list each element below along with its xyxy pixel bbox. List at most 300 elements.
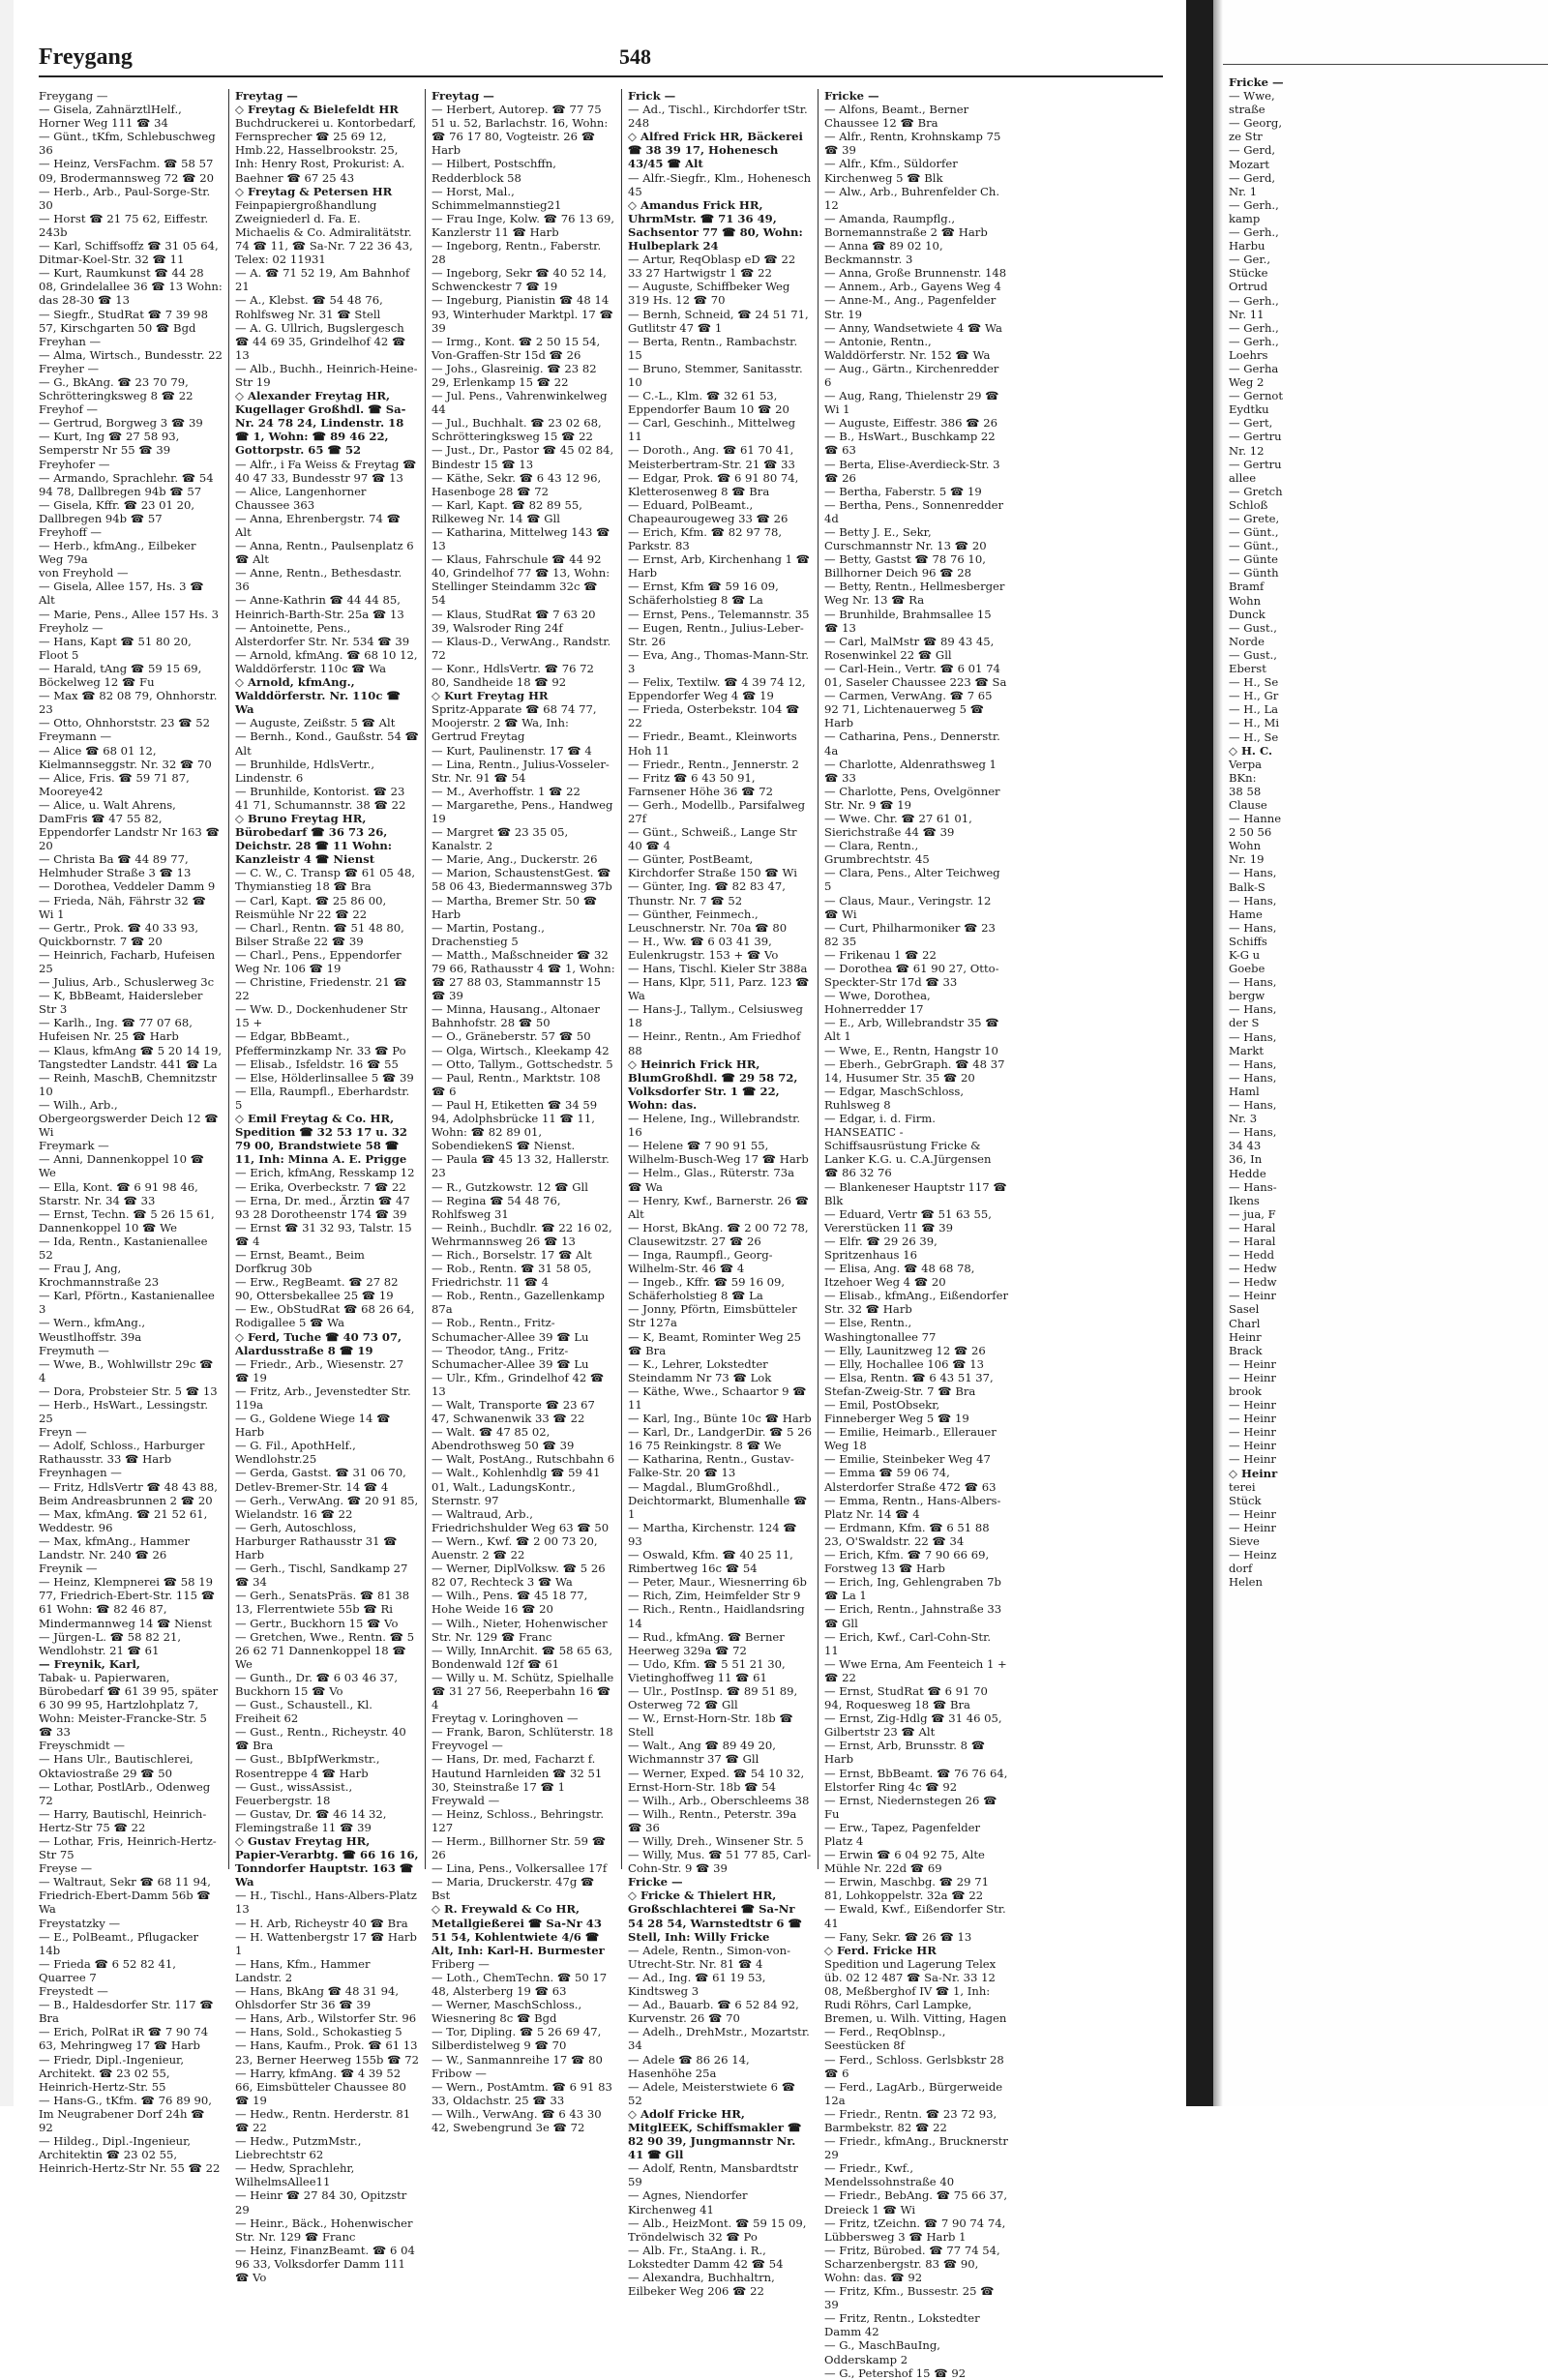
directory-entry: — Gust., [1229, 620, 1277, 635]
directory-entry: — Anne-M., Ang., Pagenfelder Str. 19 [824, 293, 997, 321]
directory-entry: — Frau Inge, Kolw. ☎ 76 13 69, Kanzlerstr 11 ☎ Harb [432, 211, 615, 239]
directory-entry: — Lothar, Fris, Heinrich-Hertz-Str 75 [39, 1834, 217, 1862]
directory-entry: — E., Arb, Willebrandstr 35 ☎ Alt 1 [824, 1016, 999, 1044]
directory-entry: — Erich, Kfm. ☎ 82 97 78, Parkstr. 83 [628, 525, 783, 553]
directory-entry: — Charl., Rentn. ☎ 51 48 80, Bilser Straße 22 ☎ 39 [235, 920, 404, 948]
directory-entry: — Martin, Postang., Drachenstieg 5 [432, 920, 545, 948]
directory-entry: — Gerda, Gastst. ☎ 31 06 70, Detlev-Bremer-Str. 14 ☎ 4 [235, 1466, 406, 1494]
directory-entry: — Fritz ☎ 6 43 50 91, Farnsener Höhe 36 ☎ 72 [628, 770, 773, 798]
directory-entry: — Günt., Schweiß., Lange Str 40 ☎ 4 [628, 825, 797, 853]
directory-entry: — Gerha [1229, 361, 1279, 375]
directory-entry: — Fritz, Kfm., Bussestr. 25 ☎ 39 [824, 2284, 995, 2312]
directory-entry: — Helm., Glas., Rüterstr. 73a ☎ Wa [628, 1166, 795, 1194]
directory-entry: ◇ Amandus Frick HR, UhrmMstr. ☎ 71 36 49, Sachsentor 77 ☎ 80, Wohn: Hulbeplark 24 [628, 197, 803, 253]
directory-entry: von Freyhold — [39, 566, 129, 580]
directory-entry: — H., Ww. ☎ 6 03 41 39, Eulenkrugstr. 153 + ☎ Vo [628, 934, 779, 962]
directory-entry: — Reinh., Buchdlr. ☎ 22 16 02, Wehrmannsweg 26 ☎ 13 [432, 1220, 612, 1248]
directory-entry: Stücke [1229, 266, 1268, 281]
directory-entry: — Elfr. ☎ 29 26 39, Spritzenhaus 16 [824, 1234, 938, 1262]
directory-entry: — Ernst, Niedernstegen 26 ☎ Fu [824, 1793, 997, 1821]
directory-entry: — Ulr., PostInsp. ☎ 89 51 89, Osterweg 72 ☎ Gll [628, 1683, 798, 1712]
directory-entry: — Willy u. M. Schütz, Spielhalle ☎ 31 27 56, Reeperbahn 16 ☎ 4 [432, 1670, 614, 1712]
directory-entry: — Gerh, Autoschloss, Harburger Rathausstr 31 ☎ Harb [235, 1520, 398, 1562]
directory-entry: — Heinr [1229, 1370, 1276, 1384]
directory-entry: — Friedr., Arb., Wiesenstr. 27 ☎ 19 [235, 1356, 404, 1384]
directory-entry: Friberg — [432, 1956, 490, 1971]
directory-entry: — Rob., Rentn. ☎ 31 58 05, Friedrichstr. 11 ☎ 4 [432, 1262, 592, 1290]
directory-entry: ◇ Ferd. Fricke HR [824, 1943, 937, 1957]
directory-entry: — Gertru [1229, 430, 1282, 444]
directory-entry: straße [1229, 103, 1265, 117]
directory-entry: — Aug, Rang, Thielenstr 29 ☎ Wi 1 [824, 389, 999, 417]
directory-entry: — Annem., Arb., Gayens Weg 4 [824, 280, 1001, 294]
directory-entry: 34 43 [1229, 1139, 1262, 1153]
directory-entry: Sieve [1229, 1534, 1260, 1549]
directory-entry: Mozart [1229, 157, 1270, 171]
directory-entry: — Ww. D., Dockenhudener Str 15 + [235, 1002, 408, 1030]
directory-entry: — Julius, Arb., Schuslerweg 3c [39, 975, 215, 990]
directory-entry: — Harry, kfmAng. ☎ 4 39 52 66, Eimsbütteler Chaussee 80 ☎ 19 [235, 2066, 406, 2107]
directory-entry: Schiffs [1229, 934, 1267, 948]
directory-entry: — Wern., kfmAng., Weustlhoffstr. 39a [39, 1316, 146, 1344]
directory-entry: Hame [1229, 907, 1263, 921]
directory-entry: — Fritz, Arb., Jevenstedter Str. 119a [235, 1383, 411, 1412]
directory-entry: — Else, Hölderlinsallee 5 ☎ 39 [235, 1070, 414, 1085]
directory-entry: — Erna, Dr. med., Ärztin ☎ 47 93 28 Dorotheenstr 174 ☎ 39 [235, 1193, 410, 1221]
directory-entry: — Curt, Philharmoniker ☎ 23 82 35 [824, 920, 996, 948]
column-3 [432, 89, 615, 2134]
running-head: Freygang [39, 45, 133, 70]
directory-entry: Freyse — [39, 1861, 93, 1876]
directory-entry: — G., Petershof 15 ☎ 92 [824, 2365, 967, 2380]
directory-entry: — Doroth., Ang. ☎ 61 70 41, Meisterbertram-Str. 21 ☎ 33 [628, 443, 795, 471]
directory-entry: — Olga, Wirtsch., Kleekamp 42 [432, 1043, 610, 1057]
directory-entry: — Heinr [1229, 1452, 1276, 1467]
directory-entry: — Ernst, StudRat ☎ 6 91 70 94, Roquesweg 18 ☎ Bra [824, 1683, 988, 1712]
directory-entry: — B., Haldesdorfer Str. 117 ☎ Bra [39, 1998, 214, 2026]
directory-entry: Weg 2 [1229, 375, 1265, 390]
directory-entry: — Adele ☎ 86 26 14, Hasenhöhe 25a [628, 2052, 750, 2080]
directory-entry: — Hildeg., Dipl.-Ingenieur, Architektin ☎ 23 02 55, Heinrich-Hertz-Str Nr. 55 ☎ 22 [39, 2134, 221, 2176]
directory-entry: Frick — [628, 89, 676, 103]
directory-entry: — Kurt, Raumkunst ☎ 44 28 08, Grindelallee 36 ☎ 13 Wohn: das 28-30 ☎ 13 [39, 266, 223, 308]
directory-entry: — Erich, kfmAng, Resskamp 12 [235, 1166, 415, 1180]
directory-entry: — Otto, Ohnhorststr. 23 ☎ 52 [39, 716, 211, 730]
directory-entry: — Ger., [1229, 253, 1271, 267]
directory-entry: — Eduard, Vertr ☎ 51 63 55, Vererstücken 11 ☎ 39 [824, 1206, 992, 1235]
directory-entry: — Margarethe, Pens., Handweg 19 [432, 797, 613, 825]
directory-entry: — Karl, Schiffsoffz ☎ 31 05 64, Ditmar-Koel-Str. 32 ☎ 11 [39, 239, 219, 267]
directory-entry: — Betty J. E., Sekr, Curschmannstr Nr. 13 ☎ 20 [824, 525, 987, 553]
directory-entry: — Loth., ChemTechn. ☎ 50 17 48, Alsterberg 19 ☎ 63 [432, 1970, 608, 1999]
directory-entry: — Werner, Exped. ☎ 54 10 32, Ernst-Horn-Str. 18b ☎ 54 [628, 1766, 805, 1794]
directory-entry: — Auguste, Zeißstr. 5 ☎ Alt [235, 716, 396, 730]
directory-entry: — Marie, Ang., Duckerstr. 26 [432, 852, 598, 867]
directory-entry: — Hans, Tischl. Kieler Str 388a [628, 962, 808, 975]
directory-entry: — Claus, Maur., Veringstr. 12 ☎ Wi [824, 893, 992, 921]
directory-entry: — K, Beamt, Rominter Weg 25 ☎ Bra [628, 1329, 801, 1357]
directory-entry: ◇ Adolf Fricke HR, MitglEEK, Schiffsmakler ☎ 82 90 39, Jungmannstr Nr. 41 ☎ Gll [628, 2106, 802, 2162]
directory-entry: — Aug., Gärtn., Kirchenredder 6 [824, 361, 999, 389]
directory-entry: — Haral [1229, 1234, 1276, 1248]
directory-entry: — Ad., Tischl., Kirchdorfer tStr. 248 [628, 103, 808, 131]
directory-entry: — Hans, Arb., Wilstorfer Str. 96 [235, 2011, 417, 2026]
directory-entry: — C.-L., Klm. ☎ 32 61 53, Eppendorfer Baum 10 ☎ 20 [628, 389, 789, 417]
directory-entry: — Carl, MalMstr ☎ 89 43 45, Rosenwinkel 22 ☎ Gll [824, 634, 995, 662]
directory-entry: Fricke — [824, 89, 879, 103]
directory-entry: — Rob., Rentn., Fritz-Schumacher-Allee 39 ☎ Lu [432, 1316, 589, 1344]
directory-entry: — Willy, Dreh., Winsener Str. 5 [628, 1834, 804, 1848]
directory-entry: — Gisela, ZahnärztlHelf., Horner Weg 111 ☎ 34 [39, 103, 182, 131]
directory-entry: Freytag — [432, 89, 494, 103]
directory-entry: — Wilh., VerwAng. ☎ 6 43 30 42, Swebengrund 3e ☎ 72 [432, 2106, 602, 2134]
directory-entry: — Anna, Rentn., Paulsenplatz 6 ☎ Alt [235, 539, 414, 567]
directory-entry: — Reinh, MaschB, Chemnitzstr 10 [39, 1070, 217, 1098]
directory-entry: — Marion, SchaustenstGest. ☎ 58 06 43, Biedermannsweg 37b [432, 866, 612, 894]
directory-entry: — Ernst, Techn. ☎ 5 26 15 61, Dannenkoppel 10 ☎ We [39, 1206, 215, 1235]
directory-entry: — Gerh., [1229, 197, 1279, 212]
directory-entry: — Carmen, VerwAng. ☎ 7 65 92 71, Lichtenauerweg 5 ☎ Harb [824, 689, 993, 730]
directory-entry: — A., Klebst. ☎ 54 48 76, Rohlfsweg Nr. 31 ☎ Stell [235, 293, 383, 321]
directory-entry: — Jonny, Pförtn, Eimsbütteler Str 127a [628, 1302, 797, 1330]
directory-entry: — Maria, Druckerstr. 47g ☎ Bst [432, 1875, 595, 1903]
directory-entry: — Charlotte, Aldenrathsweg 1 ☎ 33 [824, 757, 997, 785]
directory-entry: — Gerh., SenatsPräs. ☎ 81 38 13, Flerrentwiete 55b ☎ Ri [235, 1589, 410, 1617]
directory-entry: Loehrs [1229, 347, 1268, 362]
directory-entry: — Ernst, BbBeamt. ☎ 76 76 64, Elstorfer Ring 4c ☎ 92 [824, 1766, 1008, 1794]
directory-entry: — Gernot [1229, 389, 1284, 403]
directory-entry: — Inga, Raumpfl., Georg-Wilhelm-Str. 46 ☎ 4 [628, 1247, 773, 1276]
directory-entry: — Adele, Meisterstwiete 6 ☎ 52 [628, 2079, 796, 2107]
directory-entry: — Hans, [1229, 975, 1277, 990]
directory-entry: — Gretch [1229, 484, 1283, 498]
directory-entry: — Elly, Hochallee 106 ☎ 13 [824, 1356, 985, 1371]
directory-entry: — Irmg., Kont. ☎ 2 50 15 54, Von-Graffen-Str 15d ☎ 26 [432, 334, 601, 362]
directory-entry: — Otto, Tallym., Gottschedstr. 5 [432, 1056, 613, 1071]
directory-entry: — Klaus, StudRat ☎ 7 63 20 39, Walsroder Ring 24f [432, 607, 596, 635]
directory-entry: — Fritz, tZeichn. ☎ 7 90 74 74, Lübbersweg 3 ☎ Harb 1 [824, 2216, 1006, 2244]
directory-entry: — G., BkAng. ☎ 23 70 79, Schrötteringksweg 8 ☎ 22 [39, 374, 194, 403]
directory-entry: — Heinr., Rentn., Am Friedhof 88 [628, 1029, 801, 1057]
directory-entry: — Hans-G., tKfm. ☎ 76 89 90, Im Neugrabener Dorf 24h ☎ 92 [39, 2093, 212, 2134]
directory-entry: — Ingeborg, Rentn., Faberstr. 28 [432, 239, 602, 267]
directory-entry: — Paula ☎ 45 13 32, Hallerstr. 23 [432, 1152, 610, 1180]
directory-entry: Fricke — [1229, 75, 1284, 89]
directory-entry: — Katharina, Rentn., Gustav-Falke-Str. 20 ☎ 13 [628, 1452, 794, 1480]
directory-entry: — Gust., Schaustell., Kl. Freiheit 62 [235, 1698, 372, 1726]
directory-entry: Freytag v. Loringhoven — [432, 1711, 579, 1726]
directory-entry: — Udo, Kfm. ☎ 5 51 21 30, Vietinghoffweg 11 ☎ 61 [628, 1656, 786, 1684]
directory-entry: — Gerh., VerwAng. ☎ 20 91 85, Wielandstr. 16 ☎ 22 [235, 1493, 419, 1521]
directory-entry: — Antonie, Rentn., Walddörferstr. Nr. 152 ☎ Wa [824, 334, 991, 362]
directory-entry: — Hans, Kapt ☎ 51 80 20, Floot 5 [39, 634, 192, 662]
directory-entry: — Elsa, Rentn. ☎ 6 43 51 37, Stefan-Zweig-Str. 7 ☎ Bra [824, 1370, 994, 1398]
directory-entry: — Oswald, Kfm. ☎ 40 25 11, Rimbertweg 16c ☎ 54 [628, 1548, 793, 1576]
directory-entry: — Rud., kfmAng. ☎ Berner Heerweg 329a ☎ 72 [628, 1629, 785, 1657]
directory-entry: — Anna, Ehrenbergstr. 74 ☎ Alt [235, 511, 402, 539]
directory-entry: ze Str [1229, 130, 1263, 144]
directory-entry: — Artur, ReqOblasp eD ☎ 22 33 27 Hartwigstr 1 ☎ 22 [628, 253, 796, 281]
scan-edge [0, 0, 14, 2106]
directory-entry: — Alw., Arb., Buhrenfelder Ch. 12 [824, 184, 1000, 212]
directory-entry: — Ferd., Schloss. Gerlsbkstr 28 ☎ 6 [824, 2052, 1004, 2080]
directory-entry: ◇ Freytag & Bielefeldt HR [235, 103, 399, 117]
directory-entry: — Erich, PolRat iR ☎ 7 90 74 63, Mehringweg 17 ☎ Harb [39, 2025, 209, 2053]
directory-entry: Freynik — [39, 1562, 98, 1576]
directory-entry: — Paul H, Etiketten ☎ 34 59 94, Adolphsbrücke 11 ☎ 11, Wohn: ☎ 82 89 01, SobendiekenS ☎ Nienst. [432, 1097, 598, 1153]
column-rule [228, 89, 229, 1869]
directory-entry: — Heinz, FinanzBeamt. ☎ 6 04 96 33, Volksdorfer Damm 111 ☎ Vo [235, 2243, 415, 2284]
directory-entry: — Hans, [1229, 1125, 1277, 1140]
directory-entry: — H., Tischl., Hans-Albers-Platz 13 [235, 1889, 417, 1917]
directory-entry: — Anna ☎ 89 02 10, Beckmannstr. 3 [824, 239, 943, 267]
directory-entry: — Adolf, Schloss., Harburger Rathausstr. 33 ☎ Harb [39, 1439, 205, 1467]
directory-entry: — Arnold, kfmAng. ☎ 68 10 12, Walddörferstr. 110c ☎ Wa [235, 647, 418, 675]
directory-entry: ◇ R. Freywald & Co HR, Metallgießerei ☎ Sa-Nr 43 51 54, Kohlentwiete 4/6 ☎ Alt, Inh: Karl-H. Burmester [432, 1902, 605, 1957]
directory-entry: — Martha, Kirchenstr. 124 ☎ 93 [628, 1520, 797, 1548]
directory-entry: — Alice, Fris. ☎ 59 71 87, Mooreye42 [39, 770, 190, 798]
directory-entry: — Marie, Pens., Allee 157 Hs. 3 [39, 607, 219, 621]
directory-entry: — Emilie, Steinbeker Weg 47 [824, 1452, 991, 1467]
directory-entry: — Gerh., [1229, 293, 1279, 308]
directory-entry: Freyhan — [39, 334, 102, 348]
directory-entry: — Alice, u. Walt Ahrens, DamFris ☎ 47 55 82, Eppendorfer Landstr Nr 163 ☎ 20 [39, 797, 220, 853]
directory-entry: Wohn [1229, 593, 1262, 608]
directory-entry: bergw [1229, 989, 1265, 1003]
directory-entry: — Gerh., [1229, 334, 1279, 348]
directory-entry: ◇ Arnold, kfmAng., Walddörferstr. Nr. 110c ☎ Wa [235, 675, 401, 717]
directory-entry: — Günt., [1229, 525, 1279, 540]
directory-entry: — G., MaschBauIng, Odderskamp 2 [824, 2338, 940, 2366]
directory-entry: — Heinz, VersFachm. ☎ 58 57 09, Brodermannsweg 72 ☎ 20 [39, 157, 214, 185]
directory-entry: — Martha, Bremer Str. 50 ☎ Harb [432, 893, 598, 921]
directory-entry: — Hans, [1229, 920, 1277, 935]
directory-entry: — Bruno, Stemmer, Sanitasstr. 10 [628, 361, 803, 389]
directory-entry: — Hilbert, Postschffn, Redderblock 58 [432, 157, 556, 185]
column-5 [824, 89, 1009, 2380]
directory-entry: — Willy, InnArchit. ☎ 58 65 63, Bondenwald 12f ☎ 61 [432, 1643, 613, 1671]
directory-entry: — Rich., Rentn., Haidlandsring 14 [628, 1602, 805, 1630]
directory-entry: — H., Se [1229, 729, 1279, 744]
directory-entry: — Hedd [1229, 1248, 1275, 1263]
directory-entry: — Charlotte, Pens, Ovelgönner Str. Nr. 9 ☎ 19 [824, 784, 1000, 812]
directory-entry: — H., La [1229, 702, 1279, 717]
directory-entry: — Alb., Buchh., Heinrich-Heine-Str 19 [235, 361, 418, 389]
directory-entry: — Gust., wissAssist., Feuerbergstr. 18 [235, 1779, 353, 1807]
directory-entry: — Ernst, Zig-Hdlg ☎ 31 46 05, Gilbertstr 23 ☎ Alt [824, 1711, 1002, 1740]
directory-entry: — Gustav, Dr. ☎ 46 14 32, Flemingstraße 11 ☎ 39 [235, 1806, 387, 1834]
directory-entry: — Heinr [1229, 1520, 1276, 1534]
directory-entry: kamp [1229, 211, 1261, 225]
directory-entry: — Herm., Billhorner Str. 59 ☎ 26 [432, 1834, 607, 1862]
directory-entry: ◇ Heinrich Frick HR, BlumGroßhdl. ☎ 29 58 72, Volksdorfer Str. 1 ☎ 22, Wohn: das. [628, 1056, 798, 1112]
directory-entry: — Jürgen-L. ☎ 58 82 21, Wendlohstr. 21 ☎ 61 [39, 1629, 182, 1657]
directory-entry: — Ernst, Beamt., Beim Dorfkrug 30b [235, 1247, 365, 1276]
directory-entry: Freywald — [432, 1793, 500, 1807]
directory-entry: — Herb., HsWart., Lessingstr. 25 [39, 1398, 209, 1426]
directory-entry: — Frieda ☎ 6 52 82 41, Quarree 7 [39, 1956, 176, 1984]
directory-entry: — Alfr., Rentn, Krohnskamp 75 ☎ 39 [824, 130, 1001, 158]
directory-entry: — Hans, [1229, 1002, 1277, 1017]
directory-entry: — Harry, Bautischl, Heinrich-Hertz-Str 75 ☎ 22 [39, 1806, 207, 1834]
directory-entry: 36, In [1229, 1152, 1263, 1167]
directory-entry: — Haral [1229, 1220, 1276, 1235]
directory-entry: — Helene ☎ 7 90 91 55, Wilhelm-Busch-Weg 17 ☎ Harb [628, 1139, 809, 1167]
directory-entry: — Heinz, Klempnerei ☎ 58 19 77, Friedrich-Ebert-Str. 115 ☎ 61 Wohn: ☎ 82 46 87, Mindermannweg 14 ☎ Nienst [39, 1575, 216, 1630]
directory-entry: — Hanne [1229, 812, 1282, 826]
directory-entry: — A. G. Ullrich, Bugslergesch ☎ 44 69 35, Grindelhof 42 ☎ 13 [235, 320, 406, 362]
directory-entry: — Erich, Kwf., Carl-Cohn-Str. 11 [824, 1629, 992, 1657]
column-4 [628, 89, 812, 2299]
directory-entry: Hedde [1229, 1166, 1266, 1180]
directory-entry: — Alice, Langenhorner Chaussee 363 [235, 484, 367, 512]
directory-entry: — Wern., Kwf. ☎ 2 00 73 20, Auenstr. 2 ☎ 22 [432, 1533, 598, 1562]
directory-entry: — Rich., Borselstr. 17 ☎ Alt [432, 1247, 592, 1262]
directory-entry: — Frank, Baron, Schlüterstr. 18 [432, 1725, 613, 1740]
directory-entry: — Heinr [1229, 1289, 1276, 1303]
facing-page-column [1229, 75, 1544, 1856]
directory-entry: Wohn [1229, 839, 1262, 853]
directory-entry: — Gerh., Modellb., Parsifalweg 27f [628, 797, 806, 825]
directory-entry: — Hans, Klpr, 511, Parz. 123 ☎ Wa [628, 975, 810, 1003]
directory-entry: — Wwe Erna, Am Feenteich 1 + ☎ 22 [824, 1656, 1007, 1684]
directory-entry: — Anne, Rentn., Bethesdastr. 36 [235, 566, 402, 594]
directory-entry: — Gust., [1229, 647, 1277, 662]
directory-entry: — Eva, Ang., Thomas-Mann-Str. 3 [628, 647, 810, 675]
directory-entry: Freytag — [235, 89, 298, 103]
directory-entry: — Bertha, Faberstr. 5 ☎ 19 [824, 484, 982, 498]
directory-entry: — Matth., Maßschneider ☎ 32 79 66, Rathausstr 4 ☎ 1, Wohn: ☎ 27 88 03, Stammannstr 15 ☎ 39 [432, 947, 615, 1003]
directory-entry: — Alexandra, Buchhaltrn, Eilbeker Weg 206 ☎ 22 [628, 2271, 775, 2299]
directory-entry: — Charl., Pens., Eppendorfer Weg Nr. 106 ☎ 19 [235, 947, 402, 975]
column-rule [621, 89, 622, 1869]
directory-entry: — H., Gr [1229, 689, 1279, 703]
directory-entry: — Friedr., Rentn. ☎ 23 72 93, Barmbekstr. 82 ☎ 22 [824, 2106, 997, 2134]
directory-entry: — Helene, Ing., Willebrandstr. 16 [628, 1112, 801, 1140]
directory-entry: ◇ Fricke & Thielert HR, Großschlachterei ☎ Sa-Nr 54 28 54, Warnstedtstr 6 ☎ Stell, Inh: Willy Fricke [628, 1889, 802, 1944]
directory-entry: — Wilh., Pens. ☎ 45 18 77, Hohe Weide 16 ☎ 20 [432, 1589, 588, 1617]
directory-entry: — Fany, Sekr. ☎ 26 ☎ 13 [824, 1929, 972, 1944]
directory-entry: — Alb., HeizMont. ☎ 59 15 09, Tröndelwisch 32 ☎ Po [628, 2216, 807, 2244]
directory-entry: — Amanda, Raumpflg., Bornemannstraße 2 ☎ Harb [824, 211, 988, 239]
directory-entry: ◇ Ferd, Tuche ☎ 40 73 07, Alardusstraße 8 ☎ 19 [235, 1329, 402, 1357]
directory-entry: — Rob., Rentn., Gazellenkamp 87a [432, 1289, 605, 1317]
directory-entry: — Hans- [1229, 1179, 1277, 1194]
directory-entry: — Hans, BkAng ☎ 48 31 94, Ohlsdorfer Str 36 ☎ 39 [235, 1984, 400, 2012]
directory-entry: — M., Averhoffstr. 1 ☎ 22 [432, 784, 580, 798]
directory-entry: — Fritz, Rentn., Lokstedter Damm 42 [824, 2311, 980, 2339]
directory-entry: — Erich, Kfm. ☎ 7 90 66 69, Forstweg 13 ☎ Harb [824, 1548, 990, 1576]
directory-entry: ◇ H. C. [1229, 743, 1273, 758]
directory-entry: — Elisa, Ang. ☎ 48 68 78, Itzehoer Weg 4 ☎ 20 [824, 1262, 975, 1290]
directory-entry: — Friedr., kfmAng., Brucknerstr 29 [824, 2134, 1008, 2162]
directory-entry: — W., Ernst-Horn-Str. 18b ☎ Stell [628, 1711, 793, 1740]
directory-entry: — Johs., Glasreinig. ☎ 23 82 29, Erlenkamp 15 ☎ 22 [432, 361, 597, 389]
directory-entry: — Agnes, Niendorfer Kirchenweg 41 [628, 2188, 748, 2216]
facing-page-rule [1223, 64, 1548, 65]
directory-entry: dorf [1229, 1562, 1253, 1576]
directory-entry: Eberst [1229, 662, 1266, 676]
directory-entry: — Ad., Bauarb. ☎ 6 52 84 92, Kurvenstr. 26 ☎ 70 [628, 1998, 799, 2026]
directory-entry: — Blankeneser Hauptstr 117 ☎ Blk [824, 1179, 1007, 1207]
directory-entry: — Max ☎ 82 08 79, Ohnhorstr. 23 [39, 689, 218, 717]
directory-entry: Nr. 12 [1229, 443, 1265, 458]
directory-entry: — Heinr [1229, 1412, 1276, 1426]
directory-entry: — Walt, PostAng., Rutschbahn 6 [432, 1452, 615, 1467]
directory-entry: — Alb. Fr., StaAng. i. R., Lokstedter Damm 42 ☎ 54 [628, 2243, 784, 2271]
directory-entry: — Karl, Ing., Bünte 10c ☎ Harb [628, 1412, 812, 1426]
directory-entry: — Grete, [1229, 512, 1280, 525]
directory-entry: Fricke — [628, 1875, 683, 1889]
directory-entry: Brack [1229, 1343, 1263, 1357]
directory-entry: — Horst, Mal., Schimmelmannstieg21 [432, 184, 562, 212]
directory-entry: — Auguste, Eiffestr. 386 ☎ 26 [824, 416, 998, 431]
directory-entry: — Klaus, Fahrschule ☎ 44 92 40, Grindelhof 77 ☎ 13, Wohn: Stellinger Steindamm 32c ☎ 54 [432, 552, 610, 608]
directory-entry: — Ida, Rentn., Kastanienallee 52 [39, 1234, 208, 1262]
directory-entry: ◇ Heinr [1229, 1466, 1278, 1480]
directory-entry: — Erdmann, Kfm. ☎ 6 51 88 23, O'Swaldstr. 22 ☎ 34 [824, 1520, 990, 1548]
directory-entry: Helen [1229, 1575, 1264, 1590]
directory-entry: Bramf [1229, 580, 1265, 594]
directory-entry: Clause [1229, 797, 1267, 812]
directory-entry: — Hans Ulr., Bautischlerei, Oktaviostraße 29 ☎ 50 [39, 1752, 194, 1780]
directory-entry: — Käthe, Sekr. ☎ 6 43 12 96, Hasenboge 28 ☎ 72 [432, 470, 602, 498]
directory-entry: — Wwe, [1229, 89, 1275, 104]
directory-entry: — Wwe. Chr. ☎ 27 61 01, Sierichstraße 44 ☎ 39 [824, 811, 972, 840]
directory-entry: Dunck [1229, 607, 1265, 621]
directory-entry: — Alfons, Beamt., Berner Chaussee 12 ☎ Bra [824, 103, 969, 131]
directory-entry: — Ewald, Kwf., Eißendorfer Str. 41 [824, 1902, 1006, 1930]
directory-entry: — Gerh., [1229, 320, 1279, 335]
directory-entry: 2 50 56 [1229, 825, 1272, 840]
directory-entry: — Wwe, Dorothea, Hohnerredder 17 [824, 989, 931, 1017]
directory-entry: Freyher — [39, 361, 100, 375]
directory-entry: — Heinr [1229, 1506, 1276, 1521]
directory-entry: — Lothar, PostlArb., Odenweg 72 [39, 1779, 211, 1807]
directory-entry: — Hans, [1229, 1029, 1277, 1044]
directory-entry: — Edgar, BbBeamt., Pfefferminzkamp Nr. 33 ☎ Po [235, 1029, 406, 1057]
directory-entry: — Klaus-D., VerwAng., Randstr. 72 [432, 634, 611, 662]
directory-entry: — Ernst, Arb, Brunsstr. 8 ☎ Harb [824, 1739, 986, 1767]
directory-entry: Freymann — [39, 729, 112, 744]
directory-entry: — Gisela, Kffr. ☎ 23 01 20, Dallbregen 94b ☎ 57 [39, 497, 195, 525]
directory-entry: Freyhofer — [39, 457, 110, 471]
directory-entry: — R., Gutzkowstr. 12 ☎ Gll [432, 1179, 588, 1194]
directory-entry: ◇ Emil Freytag & Co. HR, Spedition ☎ 32 53 17 u. 32 79 00, Brandstwiete 58 ☎ 11, Inh: Minna A. E. Prigge [235, 1112, 407, 1167]
directory-entry: — Wilh., Arb., Obergeorgswerder Deich 12 ☎ Wi [39, 1097, 219, 1140]
directory-entry: — Hedw., Rentn. Herderstr. 81 ☎ 22 [235, 2106, 411, 2134]
directory-entry: — Gretchen, Wwe., Rentn. ☎ 5 26 62 71 Dannenkoppel 18 ☎ We [235, 1629, 415, 1671]
directory-entry: — Walt., Ang ☎ 89 49 20, Wichmannstr 37 ☎ Gll [628, 1739, 776, 1767]
directory-entry: — B., HsWart., Buschkamp 22 ☎ 63 [824, 430, 996, 458]
directory-entry: — Klaus, kfmAng ☎ 5 20 14 19, Tangstedter Landstr. 441 ☎ La [39, 1043, 223, 1071]
directory-entry: — Heinz, Schloss., Behringstr. 127 [432, 1806, 604, 1834]
directory-entry: — Emma ☎ 59 06 74, Alsterdorfer Straße 472 ☎ 63 [824, 1466, 997, 1494]
directory-entry: — Gust., Rentn., Richeystr. 40 ☎ Bra [235, 1725, 406, 1753]
directory-entry: — Werner, DiplVolksw. ☎ 5 26 82 07, Rechteck 3 ☎ Wa [432, 1562, 606, 1590]
directory-entry: — Erwin, Maschbg. ☎ 29 71 81, Lohkoppelstr. 32a ☎ 22 [824, 1875, 989, 1903]
directory-entry: — Heinr [1229, 1439, 1276, 1453]
directory-entry: — Theodor, tAng., Fritz-Schumacher-Allee 39 ☎ Lu [432, 1343, 589, 1371]
directory-entry: Feinpapiergroßhandlung Zweigniederl d. Fa. E. Michaelis & Co. Admiralitätstr. 74 ☎ 11, ☎ Sa-Nr. 7 22 36 43, Telex: 02 11931 [235, 197, 413, 267]
directory-entry: — Wilh., Arb., Oberschleems 38 [628, 1793, 810, 1807]
directory-entry: — Freynik, Karl, [39, 1656, 140, 1671]
directory-entry: — Betty, Gastst ☎ 78 76 10, Billhorner Deich 96 ☎ 28 [824, 552, 986, 580]
directory-entry: — Margret ☎ 23 35 05, Kanalstr. 2 [432, 825, 569, 853]
directory-entry: Heinr [1229, 1329, 1262, 1344]
directory-entry: — Clara, Pens., Alter Teichweg 5 [824, 866, 1000, 894]
gutter-shadow [1213, 0, 1223, 2106]
